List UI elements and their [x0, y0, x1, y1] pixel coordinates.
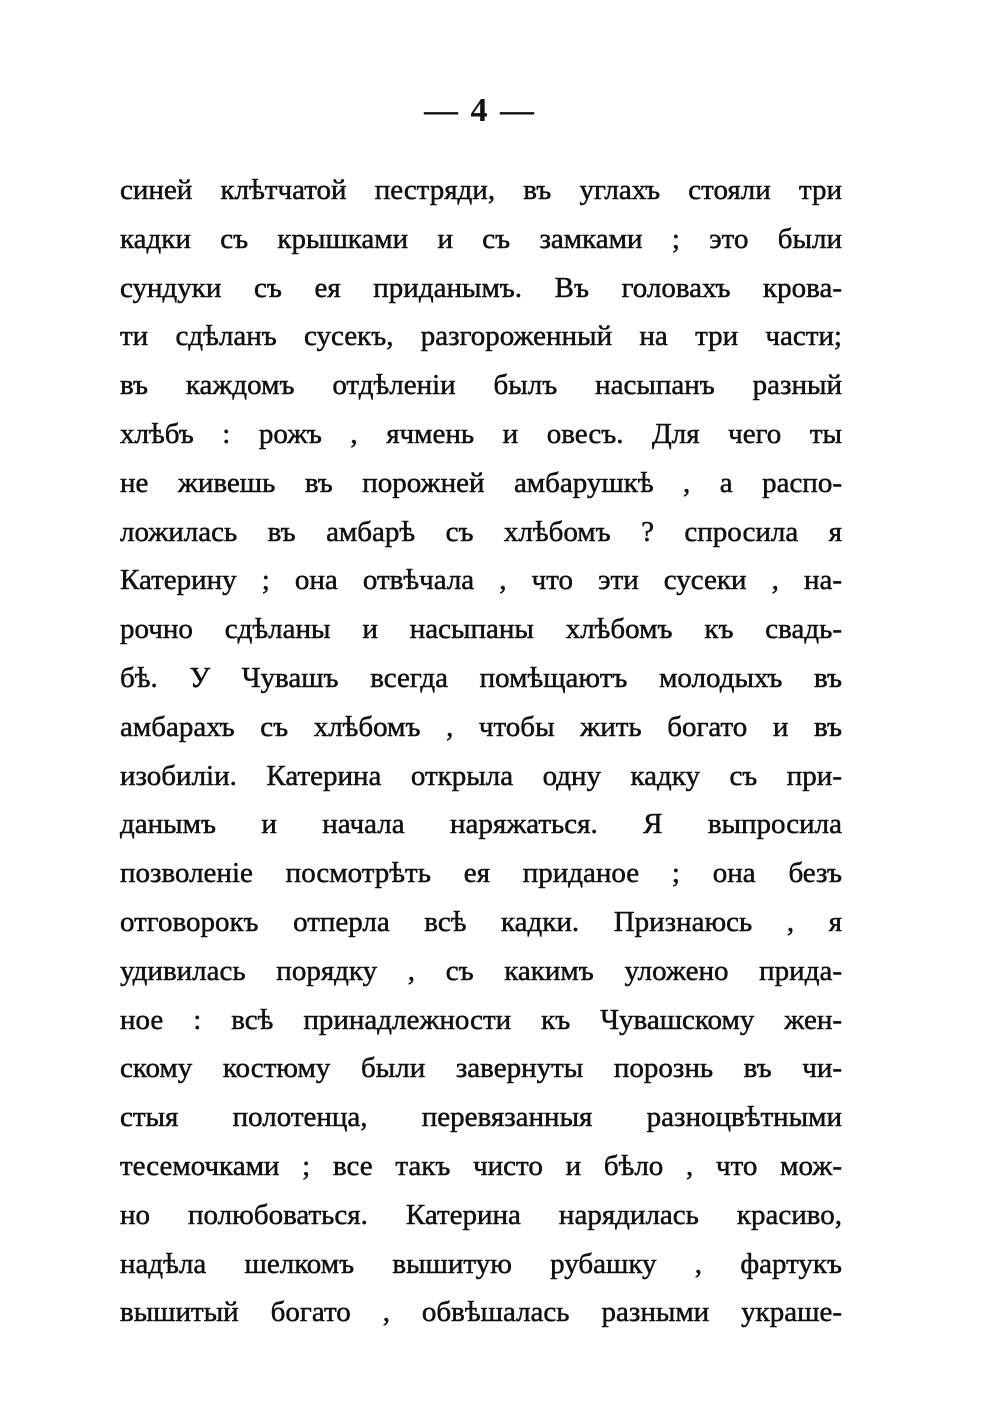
text-line: въ каждомъ отдѣленіи былъ насыпанъ разный [120, 369, 842, 402]
text-line: данымъ и начала наряжаться. Я выпросила [120, 808, 842, 841]
text-line: отговорокъ отперла всѣ кадки. Признаюсь , я [120, 905, 842, 938]
text-line: ложилась въ амбарѣ съ хлѣбомъ ? спросила я [120, 515, 842, 548]
text-line: амбарахъ съ хлѣбомъ , чтобы жить богато и въ [120, 710, 842, 743]
text-line: скому костюму были завернуты порознь въ чи- [120, 1052, 842, 1085]
page-number: — 4 — [424, 92, 536, 129]
text-line: кадки съ крышками и съ замками ; это были [120, 222, 842, 255]
text-line: удивилась порядку , съ какимъ уложено прида- [120, 954, 842, 987]
text-line: тесемочками ; все такъ чисто и бѣло , что мож- [120, 1149, 842, 1182]
text-line: стыя полотенца, перевязанныя разноцвѣтными [120, 1101, 842, 1134]
text-line: хлѣбъ : рожъ , ячмень и овесъ. Для чего ты [120, 417, 842, 450]
text-line: не живешь въ порожней амбарушкѣ , а распо- [120, 466, 842, 499]
text-line: рочно сдѣланы и насыпаны хлѣбомъ къ свадь- [120, 613, 842, 646]
text-line: сундуки съ ея приданымъ. Въ головахъ крова- [120, 271, 842, 304]
text-line: вышитый богато , обвѣшалась разными украше- [120, 1296, 842, 1329]
text-line: Катерину ; она отвѣчала , что эти сусеки , на- [120, 564, 842, 597]
text-line: ное : всѣ принадлежности къ Чувашскому жен- [120, 1003, 842, 1036]
text-line: синей клѣтчатой пестряди, въ углахъ стояли три [120, 174, 842, 206]
text-line: бѣ. У Чувашъ всегда помѣщаютъ молодыхъ въ [120, 661, 842, 694]
text-line: ти сдѣланъ сусекъ, разгороженный на три части; [120, 320, 842, 353]
body-text [120, 166, 842, 1337]
text-line: изобиліи. Катерина открыла одну кадку съ при- [120, 759, 842, 792]
text-line: надѣла шелкомъ вышитую рубашку , фартукъ [120, 1247, 842, 1280]
text-line: позволеніе посмотрѣть ея приданое ; она безъ [120, 857, 842, 890]
text-line: но полюбоваться. Катерина нарядилась красиво, [120, 1198, 842, 1231]
